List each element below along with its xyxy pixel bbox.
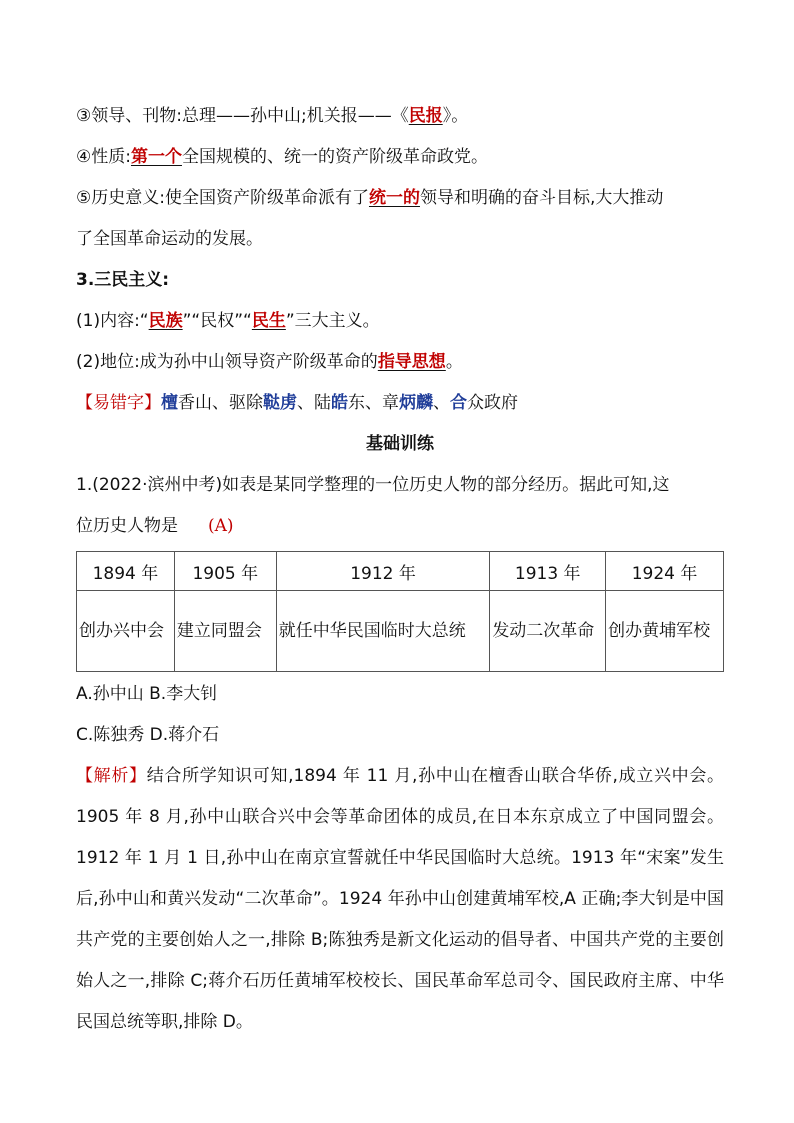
answer-keyword: 民族 xyxy=(148,311,183,331)
question-stem: 1.(2022·滨州中考)如表是某同学整理的一位历史人物的部分经历。据此可知,这 xyxy=(76,475,670,495)
answer-keyword: 民报 xyxy=(408,106,443,126)
three-principles-content-line: (1)内容:“民族”“民权”“民生”三大主义。 xyxy=(76,311,380,331)
table-header-cell: 1894 年 xyxy=(77,552,175,591)
tongmenghui-significance-line-cont: 了全国革命运动的发展。 xyxy=(76,229,263,249)
question-answer: (A) xyxy=(208,516,234,536)
table-header-cell: 1913 年 xyxy=(490,552,606,591)
table-header-cell: 1924 年 xyxy=(606,552,724,591)
table-header-cell: 1905 年 xyxy=(174,552,276,591)
error-prone-characters-line: 【易错字】檀香山、驱除鞑虏、陆皓东、章炳麟、合众政府 xyxy=(76,393,518,413)
table-cell: 建立同盟会 xyxy=(174,591,276,672)
analysis-paragraph xyxy=(76,756,724,1043)
table-row xyxy=(77,591,724,672)
analysis-text: 结合所学知识可知,1894 年 11 月,孙中山在檀香山联合华侨,成立兴中会。1905 年 8 月,孙中山联合兴中会等革命团体的成员,在日本东京成立了中国同盟会。1912 年 1 月 1 日,孙中山在南京宣誓就任中华民国临时大总统。1913 年“宋案”发生后,孙中山和黄兴发动“二次革命”。1924 年孙中山创建黄埔军校,A 正确;李大钊是中国共产党的主要创始人之一,排除 B;陈独秀是新文化运动的倡导者、中国共产党的主要创始人之一,排除 C;蒋介石历任黄埔军校校长、国民革命军总司令、国民政府主席、中华民国总统等职,排除 D。 xyxy=(76,766,725,1032)
answer-keyword: 指导思想 xyxy=(377,352,446,372)
history-table xyxy=(76,551,724,672)
tongmenghui-significance-line: ⑤历史意义:使全国资产阶级革命派有了统一的领导和明确的奋斗目标,大大推动 xyxy=(76,188,664,208)
answer-keyword: 民生 xyxy=(251,311,286,331)
section-heading-three-principles: 3.三民主义: xyxy=(76,270,170,290)
table-cell: 创办黄埔军校 xyxy=(606,591,724,672)
table-cell: 发动二次革命 xyxy=(490,591,606,672)
answer-keyword: 统一的 xyxy=(368,188,420,208)
three-principles-status-line: (2)地位:成为孙中山领导资产阶级革命的指导思想。 xyxy=(76,352,463,372)
analysis-label: 【解析】 xyxy=(76,766,147,786)
table-cell: 创办兴中会 xyxy=(77,591,175,672)
section-title: 基础训练 xyxy=(366,434,434,454)
option-row: C.陈独秀 D.蒋介石 xyxy=(76,725,220,745)
table-header-row xyxy=(77,552,724,591)
error-prone-label: 【易错字】 xyxy=(76,393,161,413)
document-page xyxy=(76,96,724,1043)
table-cell: 就任中华民国临时大总统 xyxy=(276,591,490,672)
tongmenghui-leadership-line: ③领导、刊物:总理——孙中山;机关报——《民报》。 xyxy=(76,106,469,126)
option-row: A.孙中山 B.李大钊 xyxy=(76,684,218,704)
tongmenghui-nature-line: ④性质:第一个全国规模的、统一的资产阶级革命政党。 xyxy=(76,147,488,167)
table-header-cell: 1912 年 xyxy=(276,552,490,591)
answer-keyword: 第一个 xyxy=(130,147,182,167)
question-stem-cont: 位历史人物是 (A) xyxy=(76,516,234,536)
